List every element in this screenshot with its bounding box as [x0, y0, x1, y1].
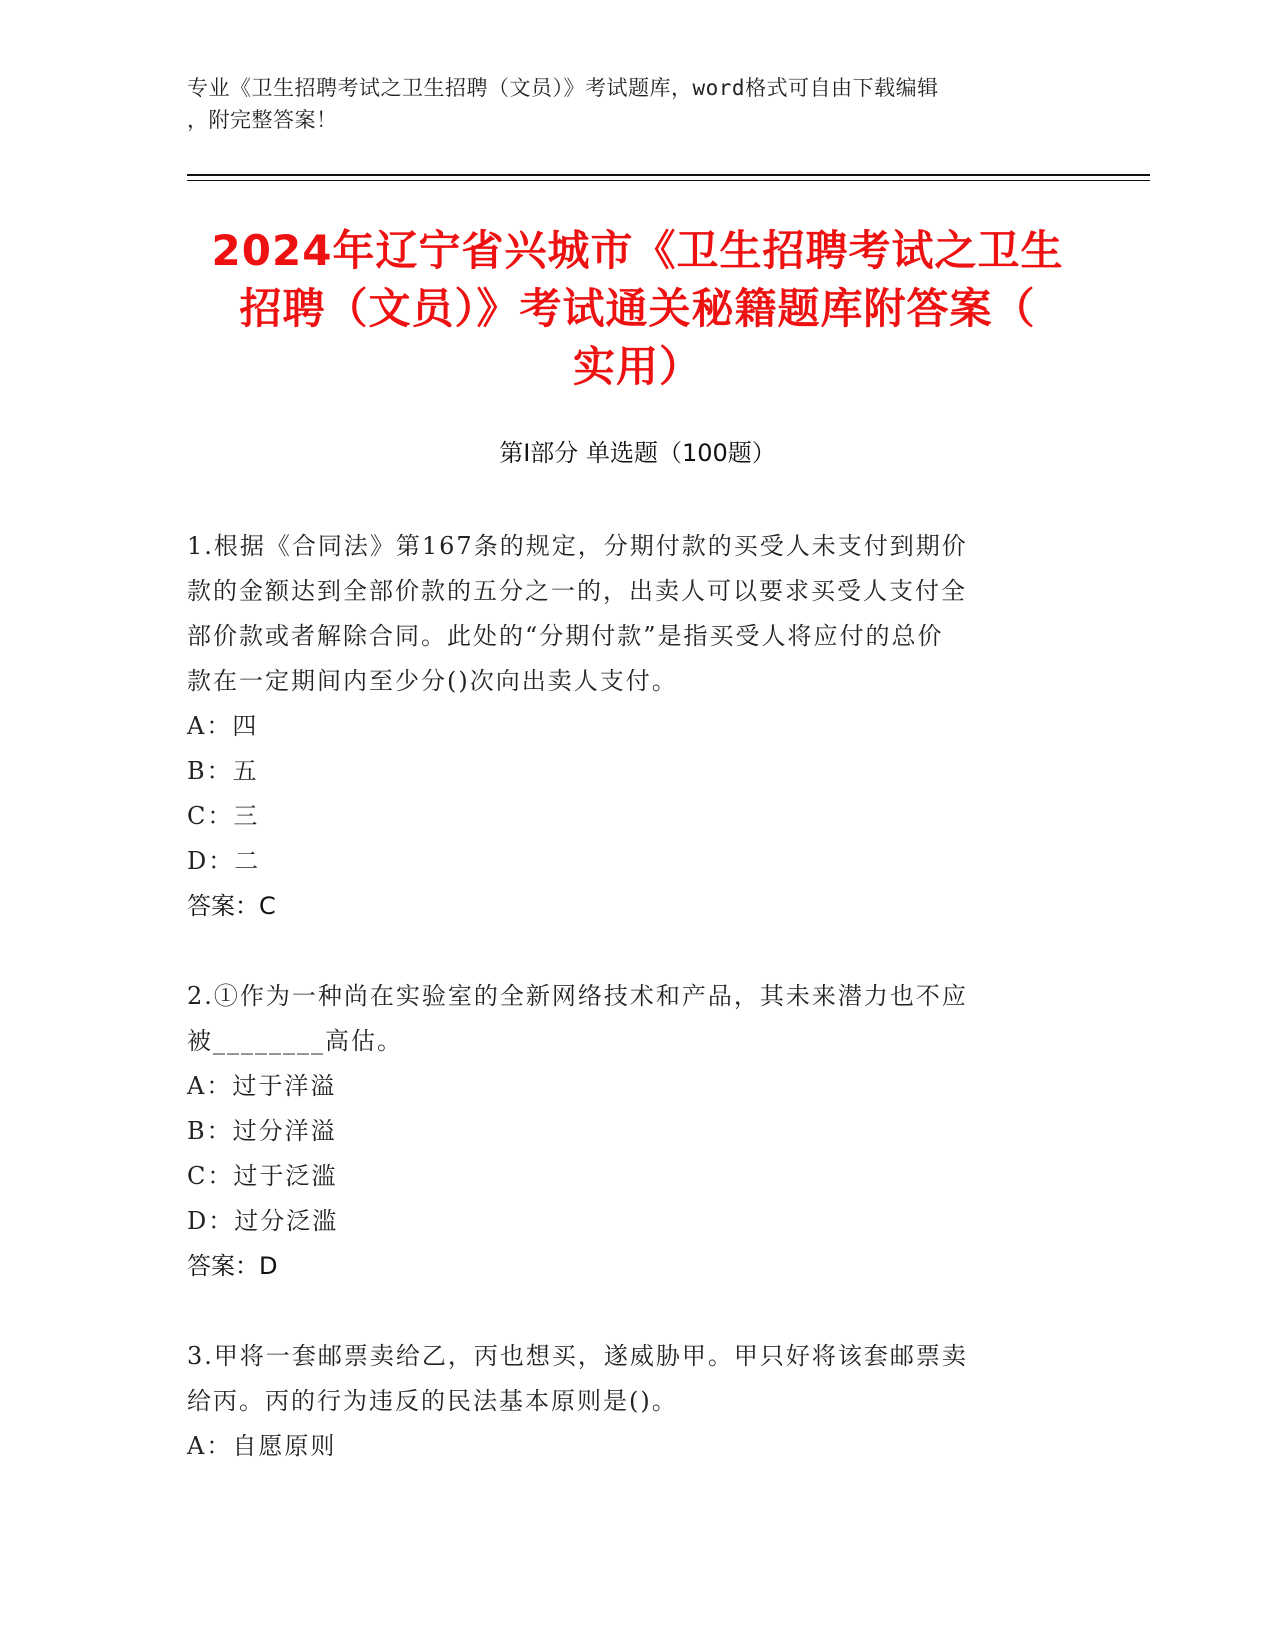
question-stem-line: 款在一定期间内至少分()次向出卖人支付。: [187, 667, 678, 695]
question-2: [187, 974, 1067, 1289]
answer-line: 答案：C: [187, 892, 276, 920]
question-3: [187, 1334, 1067, 1469]
question-list: [187, 524, 1067, 1514]
option-c: C：三: [187, 802, 260, 830]
question-stem-line: 给丙。丙的行为违反的民法基本原则是()。: [187, 1387, 678, 1415]
question-stem-line: 3.甲将一套邮票卖给乙，丙也想买，遂威胁甲。甲只好将该套邮票卖: [187, 1342, 968, 1370]
question-stem-line: 部价款或者解除合同。此处的“分期付款”是指买受人将应付的总价: [187, 622, 944, 650]
option-d: D：二: [187, 847, 261, 875]
question-stem-line: 1.根据《合同法》第167条的规定，分期付款的买受人未支付到期价: [187, 532, 968, 560]
question-stem-line: 2.①作为一种尚在实验室的全新网络技术和产品，其未来潜力也不应: [187, 982, 968, 1010]
section-title: 第I部分 单选题（100题）: [499, 439, 776, 467]
document-title-line-3: 实用）: [572, 342, 702, 391]
header-divider-thick: [187, 174, 1150, 176]
question-stem-line: 被________高估。: [187, 1027, 403, 1055]
header-note: [187, 72, 1067, 136]
option-b: B：五: [187, 757, 259, 785]
option-d: D：过分泛滥: [187, 1207, 339, 1235]
document-title: [160, 222, 1115, 396]
header-divider-thin: [187, 180, 1150, 181]
document-title-line-2: 招聘（文员）》考试通关秘籍题库附答案（: [239, 284, 1036, 333]
option-c: C：过于泛滥: [187, 1162, 338, 1190]
document-title-line-1: 2024年辽宁省兴城市《卫生招聘考试之卫生: [211, 226, 1064, 275]
option-a: A：自愿原则: [187, 1432, 337, 1460]
header-note-line-1: 专业《卫生招聘考试之卫生招聘（文员）》考试题库，word格式可自由下载编辑: [187, 76, 939, 100]
question-stem-line: 款的金额达到全部价款的五分之一的，出卖人可以要求买受人支付全: [187, 577, 967, 605]
question-1: [187, 524, 1067, 929]
option-a: A：过于洋溢: [187, 1072, 337, 1100]
option-b: B：过分洋溢: [187, 1117, 337, 1145]
answer-line: 答案：D: [187, 1252, 278, 1280]
option-a: A：四: [187, 712, 259, 740]
header-note-line-2: ，附完整答案！: [187, 108, 338, 132]
